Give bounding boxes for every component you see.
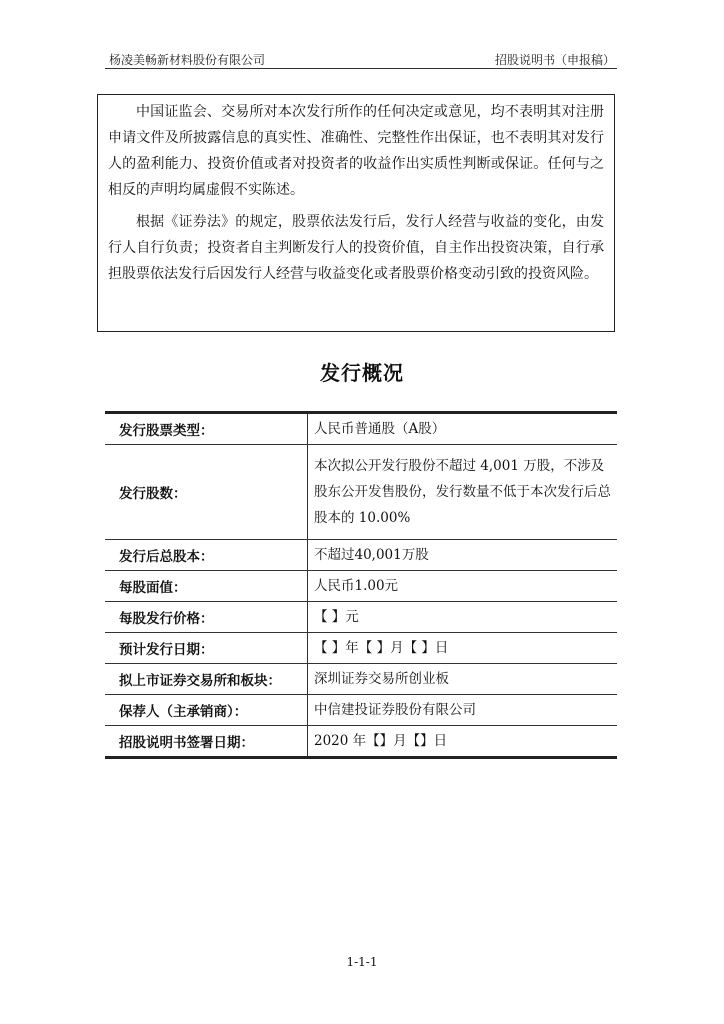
row-value: 中信建投证券股份有限公司 <box>308 695 618 726</box>
table-row <box>105 445 617 540</box>
table-row <box>105 664 617 695</box>
notice-paragraph-2: 根据《证券法》的规定，股票依法发行后，发行人经营与收益的变化，由发行人自行负责；投资者自主判断发行人的投资价值，自主作出投资决策，自行承担股票依法发行后因发行人经营与收益变化或者股票价格变动引致的投资风险。 <box>108 214 604 282</box>
table-row <box>105 726 617 758</box>
row-label: 每股发行价格： <box>105 602 308 633</box>
offering-overview-table <box>105 411 617 759</box>
row-label: 拟上市证券交易所和板块： <box>105 664 308 695</box>
page-header <box>105 48 617 69</box>
table-row <box>105 602 617 633</box>
row-label: 预计发行日期： <box>105 633 308 664</box>
page-number: 1-1-1 <box>346 955 378 969</box>
company-name: 杨凌美畅新材料股份有限公司 <box>109 53 266 67</box>
document-type: 招股说明书（申报稿） <box>494 53 615 67</box>
section-title: 发行概况 <box>320 361 404 385</box>
table-row <box>105 413 617 445</box>
table-row <box>105 633 617 664</box>
regulatory-notice-box <box>97 94 615 332</box>
row-value: 人民币普通股（A股） <box>308 413 618 445</box>
row-value: 【 】元 <box>308 602 618 633</box>
row-label: 每股面值： <box>105 571 308 602</box>
row-label: 发行后总股本： <box>105 540 308 571</box>
notice-paragraph-1: 中国证监会、交易所对本次发行所作的任何决定或意见，均不表明其对注册申请文件及所披露信息的真实性、准确性、完整性作出保证，也不表明其对发行人的盈利能力、投资价值或者对投资者的收益作出实质性判断或保证。任何与之相反的声明均属虚假不实陈述。 <box>108 104 604 198</box>
row-value: 人民币1.00元 <box>308 571 618 602</box>
table-row <box>105 571 617 602</box>
row-label: 招股说明书签署日期： <box>105 726 308 758</box>
table-row <box>105 695 617 726</box>
row-value: 深圳证券交易所创业板 <box>308 664 618 695</box>
row-value: 本次拟公开发行股份不超过 4,001 万股，不涉及股东公开发售股份，发行数量不低于本次发行后总股本的 10.00% <box>308 445 618 540</box>
row-value: 【 】年【 】月【 】日 <box>308 633 618 664</box>
row-value: 2020 年【】月【】日 <box>308 726 618 758</box>
row-value: 不超过40,001万股 <box>308 540 618 571</box>
row-label: 发行股数： <box>105 445 308 540</box>
row-label: 保荐人（主承销商）： <box>105 695 308 726</box>
row-label: 发行股票类型： <box>105 413 308 445</box>
table-row <box>105 540 617 571</box>
